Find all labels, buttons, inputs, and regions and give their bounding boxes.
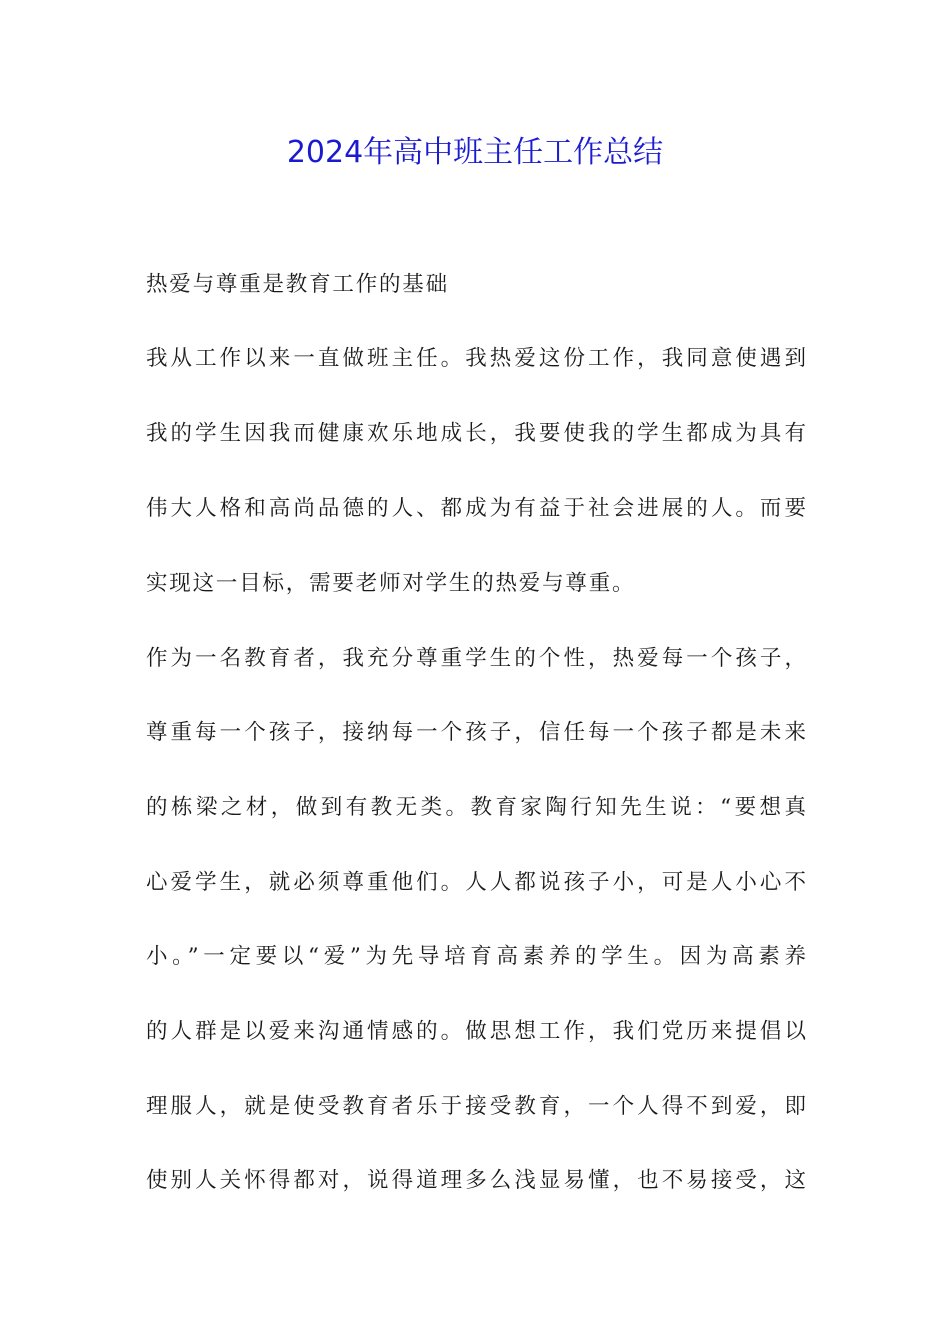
body-line: 使别人关怀得都对，说得道理多么浅显易懂，也不易接受，这 [146,1168,806,1193]
section-heading: 热爱与尊重是教育工作的基础 [146,272,449,297]
body-line: 小。”一定要以“爱”为先导培育高素养的学生。因为高素养 [146,944,806,969]
body-line: 理服人，就是使受教育者乐于接受教育，一个人得不到爱，即 [146,1094,806,1119]
body-line: 心爱学生，就必须尊重他们。人人都说孩子小，可是人小心不 [146,870,806,895]
body-line: 的人群是以爱来沟通情感的。做思想工作，我们党历来提倡以 [146,1019,806,1044]
body-line: 的栋梁之材，做到有教无类。教育家陶行知先生说：“要想真 [146,795,806,820]
document-title: 2024年高中班主任工作总结 [286,135,664,170]
body-line: 实现这一目标，需要老师对学生的热爱与尊重。 [146,571,636,596]
body-line: 尊重每一个孩子，接纳每一个孩子，信任每一个孩子都是未来 [146,720,806,745]
body-line: 我的学生因我而健康欢乐地成长，我要使我的学生都成为具有 [146,421,806,446]
body-line: 伟大人格和高尚品德的人、都成为有益于社会进展的人。而要 [146,496,806,521]
body-line: 我从工作以来一直做班主任。我热爱这份工作，我同意使遇到 [146,346,806,371]
body-line: 作为一名教育者，我充分尊重学生的个性，热爱每一个孩子， [146,646,806,671]
